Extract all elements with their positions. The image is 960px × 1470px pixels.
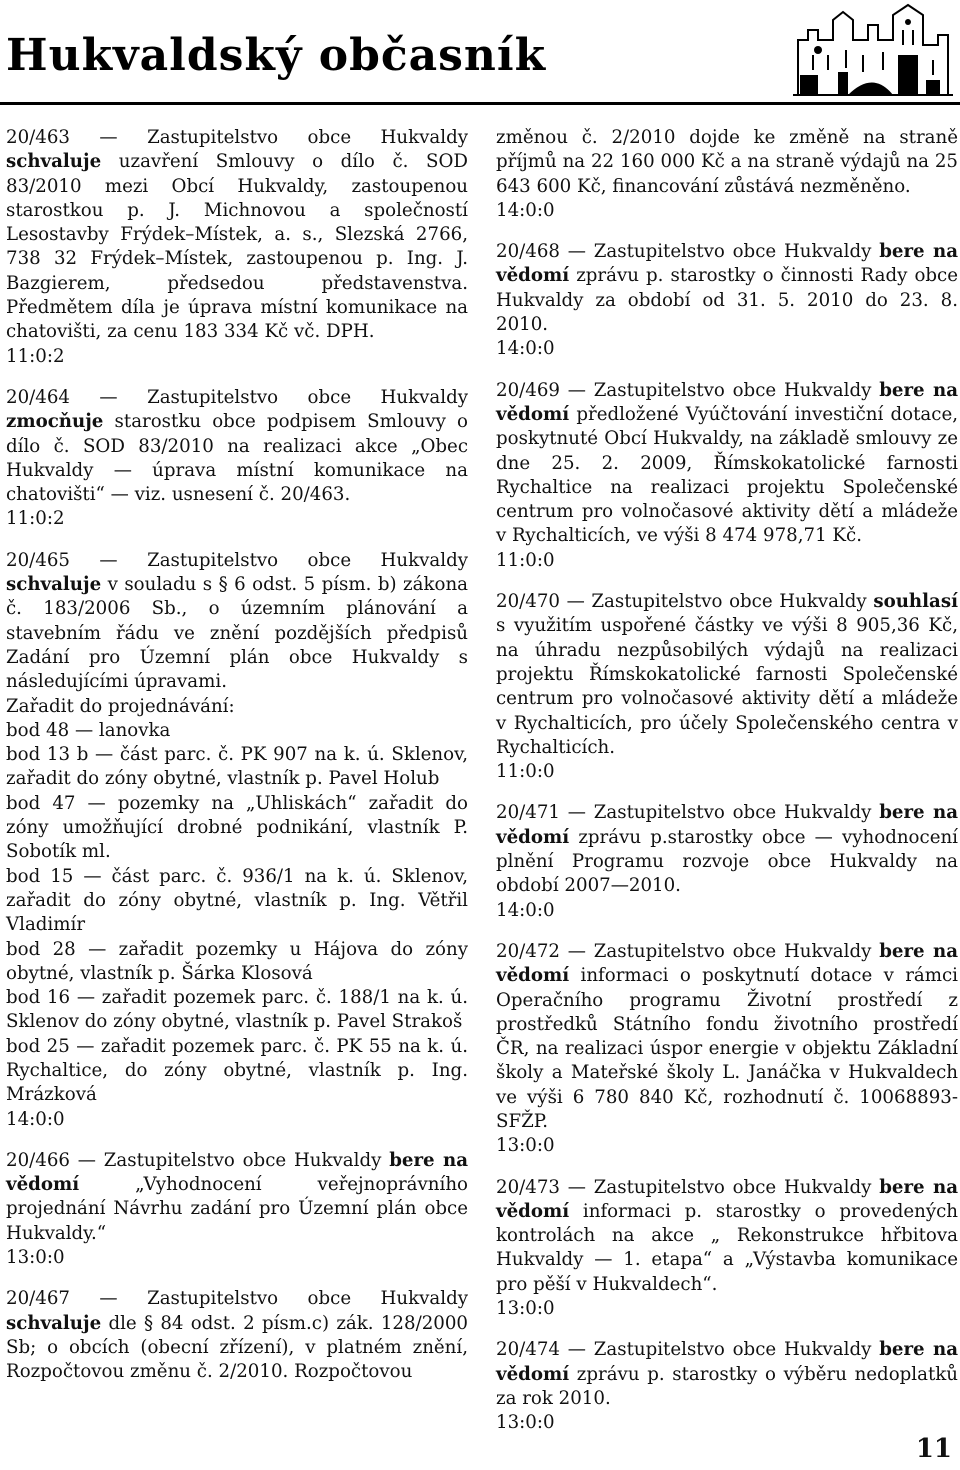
vote-result: 11:0:2: [6, 345, 65, 367]
resolution-verb: zmocňuje: [6, 411, 104, 433]
vote-result: 14:0:0: [496, 899, 555, 921]
text-run: 20/474 — Zastupitelstvo obce Hukvaldy: [496, 1339, 880, 1361]
resolution-text: [6, 695, 468, 719]
text-run: bod 48 — lanovka: [6, 719, 171, 741]
vote-result: 11:0:0: [496, 761, 555, 783]
resolution-entry: [496, 590, 958, 784]
vote-result: 11:0:0: [496, 549, 555, 571]
text-run: 20/465 — Zastupitelstvo obce Hukvaldy: [6, 549, 468, 571]
resolution-verb: souhlasí: [873, 591, 958, 613]
resolution-entry: [6, 386, 468, 532]
resolution-verb: schvaluje: [6, 574, 102, 596]
vote-result: 13:0:0: [496, 1412, 555, 1434]
page-header: [0, 0, 960, 110]
page-number: 11: [915, 1434, 952, 1464]
vote-result: 13:0:0: [6, 1247, 65, 1269]
resolution-text: [6, 1035, 468, 1108]
text-run: 20/470 — Zastupitelstvo obce Hukvaldy: [496, 591, 874, 613]
resolution-verb: schvaluje: [6, 151, 102, 173]
text-run: bod 13 b — část parc. č. PK 907 na k. ú. Sklenov, zařadit do zóny obytné, vlastník p. Pavel Holub: [6, 744, 468, 790]
text-run: 20/469 — Zastupitelstvo obce Hukvaldy: [496, 379, 880, 401]
newsletter-title: Hukvaldský občasník: [6, 30, 547, 81]
text-run: Zařadit do projednávání:: [6, 695, 235, 717]
text-run: dle § 84 odst. 2 písm.c) zák. 128/2000 Sb; o obcích (obecní zřízení), v platném znění, Rozpočtovou změnu č. 2/2010. Rozpočtovou: [6, 1312, 468, 1383]
vote-result: 11:0:2: [6, 508, 65, 530]
resolution-entry: [6, 1287, 468, 1384]
text-run: bod 15 — část parc. č. 936/1 na k. ú. Sklenov, zařadit do zóny obytné, vlastník p. Ing. Větřil Vladimír: [6, 865, 468, 936]
resolution-text: [6, 386, 468, 507]
text-run: předložené Vyúčtování investiční dotace, poskytnuté Obcí Hukvaldy, na základě smlouvy ze dne 25. 2. 2009, Římskokatolické farnosti Rychaltice na realizaci projektu Společenské centrum pro volnočasové aktivity dětí a mládeže v Rychalticích, ve výši 8 474 978,71 Kč.: [496, 403, 958, 547]
resolution-text: [496, 379, 958, 549]
resolution-entry: [496, 379, 958, 573]
text-run: změnou č. 2/2010 dojde ke změně na straně příjmů na 22 160 000 Kč a na straně výdajů na 25 643 600 Kč, financování zůstává nezměněno.: [496, 127, 958, 197]
text-run: v souladu s § 6 odst. 5 písm. b) zákona č. 183/2006 Sb., o územním plánování a stavebním řádu ve znění pozdějších předpisů Zadání pro Územní plán obce Hukvaldy s následujícími úpravami.: [6, 574, 468, 693]
resolution-entry: [496, 940, 958, 1159]
vote-result: 14:0:0: [496, 338, 555, 360]
text-run: 20/466 — Zastupitelstvo obce Hukvaldy: [6, 1149, 390, 1171]
resolution-text: [496, 940, 958, 1134]
text-run: 20/468 — Zastupitelstvo obce Hukvaldy: [496, 241, 880, 263]
text-run: 20/464 — Zastupitelstvo obce Hukvaldy: [6, 386, 468, 408]
resolution-verb: bere na vědomí: [496, 940, 958, 987]
vote-result: 14:0:0: [6, 1108, 65, 1130]
resolution-text: [6, 865, 468, 938]
resolution-text: [6, 792, 468, 865]
text-run: informaci p. starostky o provedených kontrolách na akce „ Rekonstrukce hřbitova Hukvaldy — 1. etapa“ a „Výstavba komunikace pro pěší v Hukvaldech“.: [496, 1200, 958, 1295]
text-run: zprávu p. starostky o činnosti Rady obce Hukvaldy za období od 31. 5. 2010 do 23. 8. 2010.: [496, 265, 958, 336]
resolution-verb: bere na vědomí: [496, 1339, 958, 1385]
text-run: zprávu p.starostky obce — vyhodnocení plnění Programu rozvoje obce Hukvaldy na období 2007—2010.: [496, 826, 958, 897]
resolution-verb: bere na vědomí: [496, 379, 958, 425]
vote-result: 13:0:0: [496, 1135, 555, 1157]
header-rule: [0, 102, 960, 105]
text-run: 20/473 — Zastupitelstvo obce Hukvaldy: [496, 1176, 880, 1198]
resolution-verb: bere na vědomí: [496, 802, 958, 848]
text-run: 20/467 — Zastupitelstvo obce Hukvaldy: [6, 1288, 468, 1310]
resolution-entry: [496, 126, 958, 223]
text-run: 20/463 — Zastupitelstvo obce Hukvaldy: [6, 127, 468, 148]
resolution-text: [496, 240, 958, 337]
resolution-text: [496, 801, 958, 898]
resolution-text: [496, 126, 958, 199]
resolution-text: [496, 1338, 958, 1411]
resolution-verb: schvaluje: [6, 1312, 102, 1334]
resolution-text: [6, 1149, 468, 1246]
text-run: 20/472 — Zastupitelstvo obce Hukvaldy: [496, 940, 880, 962]
resolution-entry: [6, 126, 468, 369]
text-run: s využitím uspořené částky ve výši 8 905,36 Kč, na úhradu nezpůsobilých výdajů na realizaci projektu Římskokatolické farnosti Společenské centrum pro volnočasové aktivity dětí a mládeže v Rychalticích, pro účely Společenského centra v Rychalticích.: [496, 615, 958, 758]
resolution-entry: [6, 549, 468, 1132]
resolution-text: [6, 719, 468, 743]
text-run: uzavření Smlouvy o dílo č. SOD 83/2010 mezi Obcí Hukvaldy, zastoupenou starostkou p. J. Michnovou a společností Lesostavby Frýdek–Místek, a. s., Slezská 2766, 738 32 Frýdek–Místek, zastoupenou p. Ing. J. Bazgierem, předsedou představenstva. Předmětem díla je úprava místní komunikace na chatovišti, za cenu 183 334 Kč vč. DPH.: [6, 151, 468, 343]
text-run: bod 25 — zařadit pozemek parc. č. PK 55 na k. ú. Rychaltice, do zóny obytné, vlastník p. Ing. Mrázková: [6, 1035, 468, 1106]
resolution-verb: bere na vědomí: [496, 1176, 958, 1222]
text-run: bod 28 — zařadit pozemky u Hájova do zóny obytné, vlastník p. Šárka Klosová: [6, 938, 468, 984]
resolution-verb: bere na vědomí: [6, 1149, 468, 1196]
text-run: starostku obce podpisem Smlouvy o dílo č. SOD 83/2010 na realizaci akce „Obec Hukvaldy — úprava místní komunikace na chatovišti“ — viz. usnesení č. 20/463.: [6, 411, 468, 506]
text-run: „Vyhodnocení veřejnoprávního projednání Návrhu zadání pro Územní plán obce Hukvaldy.“: [6, 1174, 468, 1244]
resolution-text: [6, 986, 468, 1035]
right-column: [496, 126, 958, 1453]
resolution-entry: [496, 240, 958, 361]
vote-result: 13:0:0: [496, 1298, 555, 1320]
resolution-text: [6, 126, 468, 345]
text-run: bod 16 — zařadit pozemek parc. č. 188/1 na k. ú. Sklenov do zóny obytné, vlastník p. Pavel Strakoš: [6, 987, 468, 1033]
text-run: informaci o poskytnutí dotace v rámci Operačního programu Životní prostředí z prostředků Státního fondu životního prostředí ČR, na realizaci úspor energie v objektu Základní školy a Mateřské školy L. Janáčka v Hukvaldech ve výši 6 780 840 Kč, rozhodnutí č. 10068893-SFŽP.: [496, 965, 958, 1132]
resolution-text: [6, 938, 468, 987]
text-run: bod 47 — pozemky na „Uhliskách“ zařadit do zóny umožňující drobné podnikání, vlastník P. Sobotík ml.: [6, 792, 468, 863]
resolution-verb: bere na vědomí: [496, 241, 958, 287]
resolution-text: [6, 1287, 468, 1384]
resolution-text: [496, 1176, 958, 1297]
vote-result: 14:0:0: [496, 199, 555, 221]
resolution-entry: [6, 1149, 468, 1270]
castle-ruin-logo-icon: [788, 0, 958, 100]
resolution-entry: [496, 801, 958, 922]
resolution-text: [496, 590, 958, 760]
resolution-text: [6, 549, 468, 695]
resolution-text: [6, 743, 468, 792]
left-column: [6, 126, 468, 1402]
text-run: 20/471 — Zastupitelstvo obce Hukvaldy: [496, 802, 880, 824]
text-run: zprávu p. starostky o výběru nedoplatků za rok 2010.: [496, 1363, 958, 1409]
resolution-entry: [496, 1338, 958, 1435]
resolution-entry: [496, 1176, 958, 1322]
